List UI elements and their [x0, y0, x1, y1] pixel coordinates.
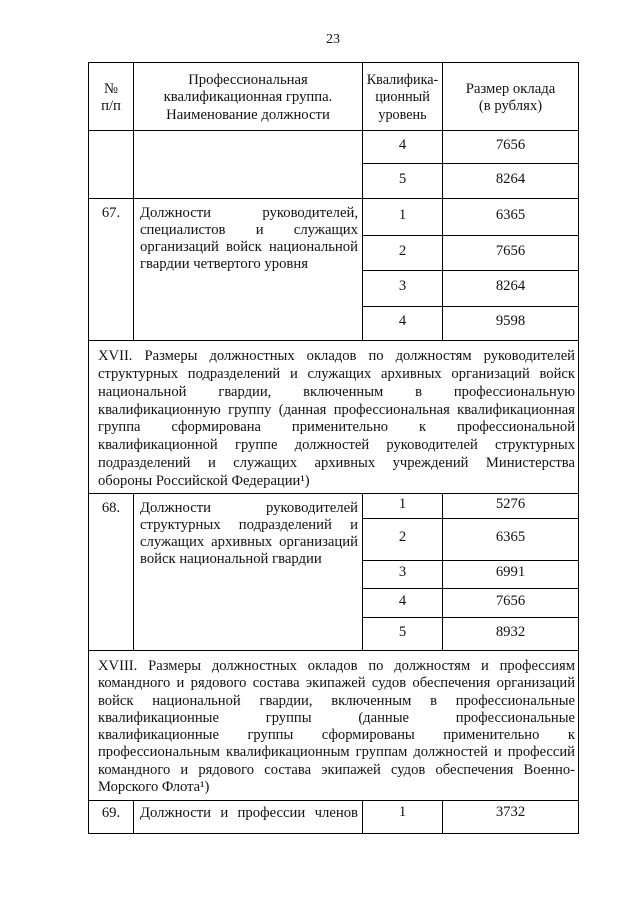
level-cell: 1: [363, 199, 443, 236]
salary-cell: 5276: [443, 494, 579, 519]
header-number-cell: [89, 63, 134, 131]
level-cell: 1: [363, 494, 443, 519]
section-line: квалификационные группы (данные профессиональные: [98, 709, 575, 726]
name-line: войск национальной гвардии: [140, 551, 322, 567]
name-line: Должности руководителей: [140, 500, 358, 516]
section-line: командного и рядового состава экипажей судов обеспечения организаций: [98, 675, 575, 692]
header-line: уровень: [378, 106, 427, 123]
table-row: [89, 801, 579, 834]
group-name-cell: [134, 494, 363, 651]
section-line: XVII. Размеры должностных окладов по должностям руководителей: [98, 348, 575, 364]
section-line: структурных подразделений и служащих архивных организаций войск: [98, 365, 575, 382]
salary-cell: 9598: [443, 307, 579, 341]
group-name-cell: [134, 801, 363, 834]
header-line: Профессиональная: [188, 71, 308, 88]
section-line: квалификационные группы сформированы применительно к: [98, 727, 575, 744]
salary-cell: 6365: [443, 519, 579, 561]
salary-cell: 6365: [443, 199, 579, 236]
salary-table: [88, 62, 579, 834]
name-line: специалистов и служащих: [140, 222, 358, 238]
section-line: квалификационную группу (данная профессиональная квалификационная: [98, 401, 575, 418]
section-line: Морского Флота¹): [98, 779, 210, 796]
group-name-cell: [134, 131, 363, 199]
group-number-cell: 68.: [89, 494, 134, 651]
section-line: профессиональным квалификационным группам должностей и профессий: [98, 744, 575, 761]
header-line: №: [103, 80, 118, 97]
table-row: [89, 494, 579, 519]
table-header-row: [89, 63, 579, 131]
page-number: 23: [326, 32, 340, 47]
name-line: гвардии четвертого уровня: [140, 256, 308, 272]
level-cell: 4: [363, 589, 443, 618]
section-line: группа сформирована применительно к профессиональной: [98, 419, 575, 436]
section-row: [89, 651, 579, 801]
level-cell: 2: [363, 236, 443, 271]
section-line: обороны Российской Федерации¹): [98, 472, 310, 489]
header-salary-cell: [443, 63, 579, 131]
name-line: служащих архивных организаций: [140, 534, 358, 550]
header-line: ционный: [375, 89, 430, 106]
table-row: [89, 199, 579, 236]
salary-cell: 6991: [443, 561, 579, 589]
section-line: командного и рядового состава экипажей судов обеспечения Военно-: [98, 761, 575, 778]
header-line: квалификационная группа.: [163, 89, 333, 106]
name-line: Должности руководителей,: [140, 205, 358, 221]
header-line: (в рублях): [478, 98, 543, 114]
level-cell: 1: [363, 801, 443, 834]
salary-cell: 8264: [443, 164, 579, 199]
section-line: квалификационной группе должностей руководителей структурных: [98, 437, 575, 454]
level-cell: 4: [363, 131, 443, 164]
level-cell: 3: [363, 271, 443, 307]
header-line: п/п: [101, 98, 121, 114]
name-line: структурных подразделений и: [140, 517, 358, 533]
level-cell: 5: [363, 618, 443, 651]
level-cell: 2: [363, 519, 443, 561]
salary-cell: 7656: [443, 131, 579, 164]
header-group-cell: [134, 63, 363, 131]
header-line: Наименование должности: [166, 106, 330, 123]
header-level-cell: [363, 63, 443, 131]
section-heading-cell: [89, 651, 579, 801]
section-line: подразделений и служащих архивных учреждений Министерства: [98, 455, 575, 472]
section-heading-cell: [89, 341, 579, 494]
group-number-cell: [89, 131, 134, 199]
section-line: XVIII. Размеры должностных окладов по должностям и профессиям: [98, 658, 575, 674]
name-line: организаций войск национальной: [140, 239, 358, 255]
level-cell: 3: [363, 561, 443, 589]
salary-cell: 3732: [443, 801, 579, 834]
section-line: национальной гвардии, включенным в профессиональную: [98, 383, 575, 400]
level-cell: 5: [363, 164, 443, 199]
salary-cell: 8264: [443, 271, 579, 307]
group-name-cell: [134, 199, 363, 341]
salary-cell: 7656: [443, 236, 579, 271]
table-row: [89, 131, 579, 164]
salary-cell: 8932: [443, 618, 579, 651]
group-number-cell: 67.: [89, 199, 134, 341]
section-line: войск национальной гвардии, включенным в профессиональные: [98, 692, 575, 709]
group-number-cell: 69.: [89, 801, 134, 834]
header-line: Квалифика-: [366, 71, 439, 88]
level-cell: 4: [363, 307, 443, 341]
name-line: Должности и профессии членов: [140, 805, 358, 821]
header-line: Размер оклада: [465, 80, 556, 97]
section-row: [89, 341, 579, 494]
salary-cell: 7656: [443, 589, 579, 618]
